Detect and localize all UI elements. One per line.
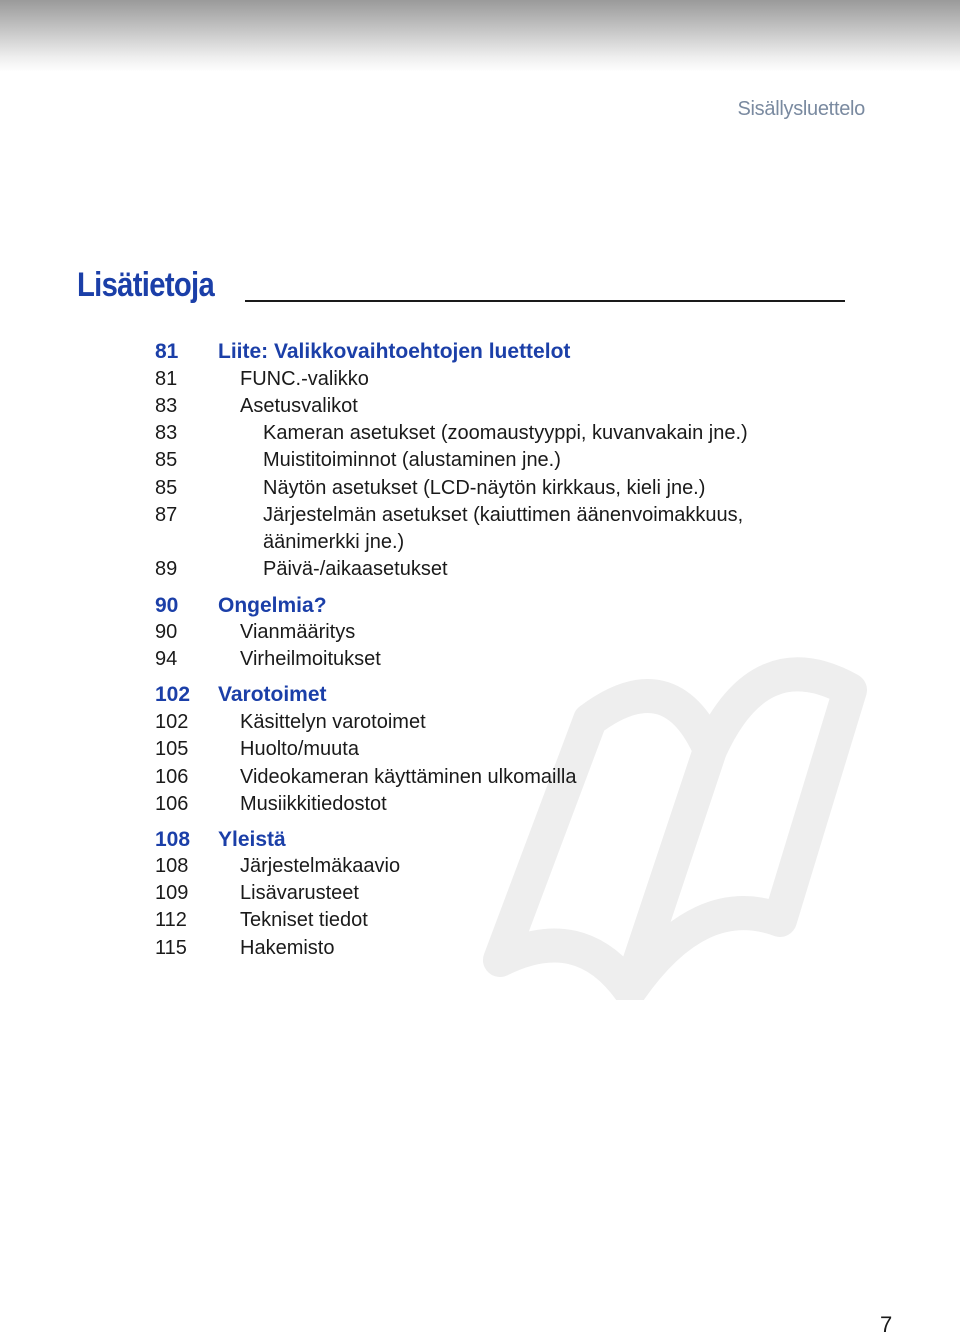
toc-title: Huolto/muuta <box>240 738 359 760</box>
toc-title: Vianmääritys <box>240 621 356 643</box>
toc-title: Päivä-/aikaasetukset <box>263 558 448 580</box>
toc-page-number: 108 <box>155 855 189 877</box>
toc-title: Liite: Valikkovaihtoehtojen luettelot <box>218 340 571 363</box>
toc-page-number: 81 <box>155 340 179 363</box>
toc-title: Virheilmoitukset <box>240 648 381 670</box>
top-gradient-band <box>0 0 960 72</box>
toc-page-number: 85 <box>155 449 178 471</box>
toc-page-number: 87 <box>155 504 178 526</box>
open-book-icon <box>440 600 880 1000</box>
toc-page-number: 115 <box>155 937 187 959</box>
toc-title: Lisävarusteet <box>240 882 359 904</box>
toc-page-number: 112 <box>155 909 187 931</box>
toc-page-number: 108 <box>155 828 191 851</box>
toc-title: Hakemisto <box>240 937 335 959</box>
toc-title: Musiikkitiedostot <box>240 793 387 815</box>
toc-page-number: 90 <box>155 621 178 643</box>
toc-page-number: 109 <box>155 882 189 904</box>
toc-title: Ongelmia? <box>218 594 327 617</box>
toc-page-number: 81 <box>155 368 178 390</box>
toc-page-number: 106 <box>155 766 189 788</box>
toc-page-number: 85 <box>155 477 178 499</box>
toc-page-number: 105 <box>155 738 189 760</box>
toc-title: Varotoimet <box>218 683 327 706</box>
toc-title: Järjestelmän asetukset (kaiuttimen äänenvoimakkuus, <box>263 504 744 526</box>
toc-title: Käsittelyn varotoimet <box>240 711 426 733</box>
toc-title: Kameran asetukset (zoomaustyyppi, kuvanvakain jne.) <box>263 422 748 444</box>
toc-page-number: 102 <box>155 711 189 733</box>
toc-page-number: 106 <box>155 793 189 815</box>
toc-title: äänimerkki jne.) <box>263 531 405 553</box>
toc-title: Yleistä <box>218 828 286 851</box>
toc-page-number: 102 <box>155 683 191 706</box>
title-underline <box>245 300 845 302</box>
toc-title: Järjestelmäkaavio <box>240 855 401 877</box>
page-number: 7 <box>880 1312 893 1337</box>
toc-page-number: 89 <box>155 558 178 580</box>
toc-title: Muistitoiminnot (alustaminen jne.) <box>263 449 561 471</box>
toc-title: Tekniset tiedot <box>240 909 368 931</box>
section-title: Lisätietoja <box>77 266 215 304</box>
toc-title: FUNC.-valikko <box>240 368 369 390</box>
toc-title: Asetusvalikot <box>240 395 358 417</box>
toc-title: Videokameran käyttäminen ulkomailla <box>240 766 577 788</box>
toc-page-number: 94 <box>155 648 178 670</box>
toc-page-number: 83 <box>155 422 178 444</box>
running-header: Sisällysluettelo <box>737 98 865 120</box>
toc-title: Näytön asetukset (LCD-näytön kirkkaus, kieli jne.) <box>263 477 706 499</box>
toc-page-number: 90 <box>155 594 179 617</box>
toc-page-number: 83 <box>155 395 178 417</box>
